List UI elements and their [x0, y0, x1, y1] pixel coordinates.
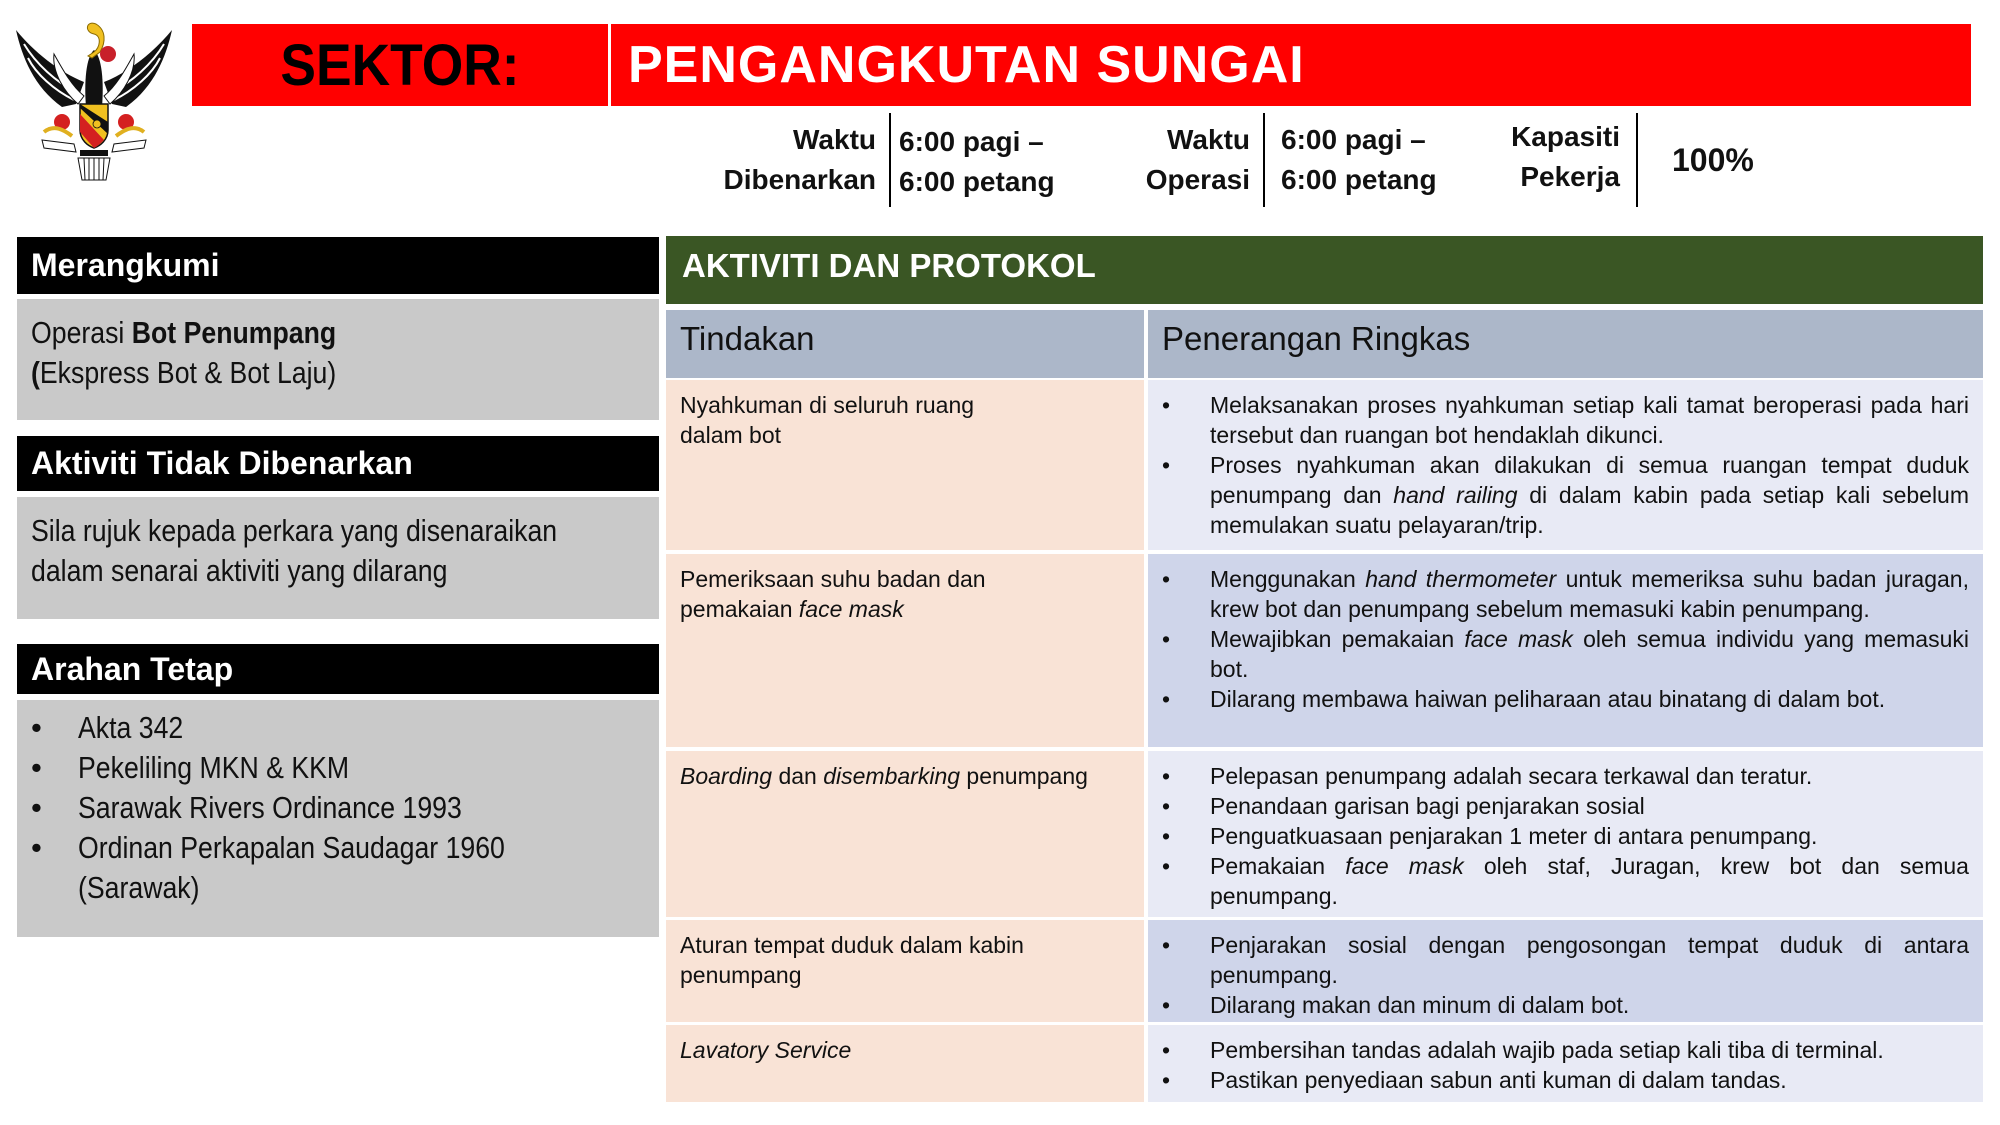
standing-order-text: Akta 342	[78, 710, 184, 745]
action-text: Lavatory Service	[680, 1037, 852, 1063]
table-row-action-cell	[666, 920, 1144, 1022]
description-item: • Penandaan garisan bagi penjarakan sosial	[1162, 791, 1969, 821]
prohibited-text-line1: Sila rujuk kepada perkara yang disenaraikan	[31, 513, 558, 548]
table-row-action-cell	[666, 380, 1144, 550]
description-item: • Pembersihan tandas adalah wajib pada setiap kali tiba di terminal.	[1162, 1035, 1969, 1065]
description-item: • Dilarang membawa haiwan peliharaan atau binatang di dalam bot.	[1162, 684, 1969, 714]
summary-panel-body	[17, 299, 659, 420]
standing-order-item	[31, 788, 645, 828]
worker-capacity-label-line1: Kapasiti	[1511, 121, 1620, 152]
worker-capacity-label	[1470, 117, 1620, 197]
description-list	[1162, 390, 1969, 540]
table-row-action-cell	[666, 1025, 1144, 1102]
standing-order-text: Ordinan Perkapalan Saudagar 1960 (Sarawak)	[78, 830, 505, 905]
column-header-action: Tindakan	[666, 310, 1144, 378]
divider	[1263, 113, 1265, 207]
standing-orders-panel-body	[17, 700, 659, 937]
operation-hours-label-line2: Operasi	[1145, 164, 1250, 195]
column-header-description: Penerangan Ringkas	[1148, 310, 1983, 378]
divider	[1636, 113, 1638, 207]
sector-name: PENGANGKUTAN SUNGAI	[628, 36, 1305, 94]
summary-boat-type: Bot Penumpang	[131, 315, 337, 350]
description-item: • Penguatkuasaan penjarakan 1 meter di antara penumpang.	[1162, 821, 1969, 851]
prohibited-panel-title: Aktiviti Tidak Dibenarkan	[17, 436, 659, 491]
table-row-description-cell	[1148, 554, 1983, 747]
table-row-description-cell	[1148, 380, 1983, 550]
description-item: • Menggunakan hand thermometer untuk memeriksa suhu badan juragan, krew bot dan penumpang sebelum memasuki kabin penumpang.	[1162, 564, 1969, 624]
summary-panel-title: Merangkumi	[17, 237, 659, 294]
operation-hours-value-line1: 6:00 pagi –	[1281, 124, 1426, 155]
description-item: • Pemakaian face mask oleh staf, Juragan, krew bot dan semua penumpang.	[1162, 851, 1969, 911]
table-row-description-cell	[1148, 1025, 1983, 1102]
operation-hours-value	[1281, 120, 1437, 200]
standing-order-item	[31, 748, 645, 788]
description-item: • Melaksanakan proses nyahkuman setiap kali tamat beroperasi pada hari tersebut dan ruangan bot hendaklah dikunci.	[1162, 390, 1969, 450]
divider	[889, 113, 891, 207]
summary-boat-variants: Ekspress Bot & Bot Laju)	[39, 355, 337, 390]
description-list	[1162, 761, 1969, 911]
permitted-hours-value-line2: 6:00 petang	[899, 166, 1055, 197]
permitted-hours-label-line1: Waktu	[793, 124, 876, 155]
operation-hours-value-line2: 6:00 petang	[1281, 164, 1437, 195]
description-list	[1162, 1035, 1969, 1095]
summary-paren: (	[31, 355, 40, 390]
standing-order-text: Sarawak Rivers Ordinance 1993	[78, 790, 462, 825]
table-row-action-cell	[666, 751, 1144, 917]
description-list	[1162, 930, 1969, 1020]
description-item: • Proses nyahkuman akan dilakukan di semua ruangan tempat duduk penumpang dan hand railing di dalam kabin pada setiap kali sebelum memulakan suatu pelayaran/trip.	[1162, 450, 1969, 540]
description-item: • Pelepasan penumpang adalah secara terkawal dan teratur.	[1162, 761, 1969, 791]
summary-line-2	[31, 353, 336, 393]
standing-orders-list	[31, 708, 645, 908]
operation-hours-label	[1100, 120, 1250, 200]
standing-orders-panel-title: Arahan Tetap	[17, 644, 659, 694]
standing-order-item	[31, 828, 645, 908]
summary-operation-text: Operasi	[31, 315, 132, 350]
description-list	[1162, 564, 1969, 714]
permitted-hours-label-line2: Dibenarkan	[723, 164, 876, 195]
permitted-hours-value	[899, 122, 1055, 202]
action-text: Boarding dan disembarking penumpang	[680, 763, 1088, 789]
worker-capacity-value: 100%	[1672, 142, 1754, 178]
table-row-description-cell	[1148, 751, 1983, 917]
operation-hours-label-line1: Waktu	[1167, 124, 1250, 155]
table-row-description-cell	[1148, 920, 1983, 1022]
standing-order-item	[31, 708, 645, 748]
action-text: Aturan tempat duduk dalam kabin penumpang	[680, 932, 1024, 988]
standing-order-text: Pekeliling MKN & KKM	[78, 750, 350, 785]
prohibited-text-line2: dalam senarai aktiviti yang dilarang	[31, 553, 448, 588]
description-item: • Penjarakan sosial dengan pengosongan tempat duduk di antara penumpang.	[1162, 930, 1969, 990]
permitted-hours-value-line1: 6:00 pagi –	[899, 126, 1044, 157]
sector-label: SEKTOR:	[280, 32, 520, 98]
summary-line-1	[31, 313, 336, 353]
action-text: Pemeriksaan suhu badan dan pemakaian face mask	[680, 566, 986, 622]
coat-of-arms-logo	[14, 12, 174, 182]
action-text: Nyahkuman di seluruh ruang dalam bot	[680, 392, 975, 448]
protocol-table-title: AKTIVITI DAN PROTOKOL	[666, 236, 1983, 304]
prohibited-panel-body	[17, 497, 659, 619]
permitted-hours-label	[690, 120, 876, 200]
description-item: • Pastikan penyediaan sabun anti kuman di dalam tandas.	[1162, 1065, 1969, 1095]
worker-capacity-label-line2: Pekerja	[1520, 161, 1620, 192]
description-item: • Dilarang makan dan minum di dalam bot.	[1162, 990, 1969, 1020]
description-item: • Mewajibkan pemakaian face mask oleh semua individu yang memasuki bot.	[1162, 624, 1969, 684]
table-row-action-cell	[666, 554, 1144, 747]
